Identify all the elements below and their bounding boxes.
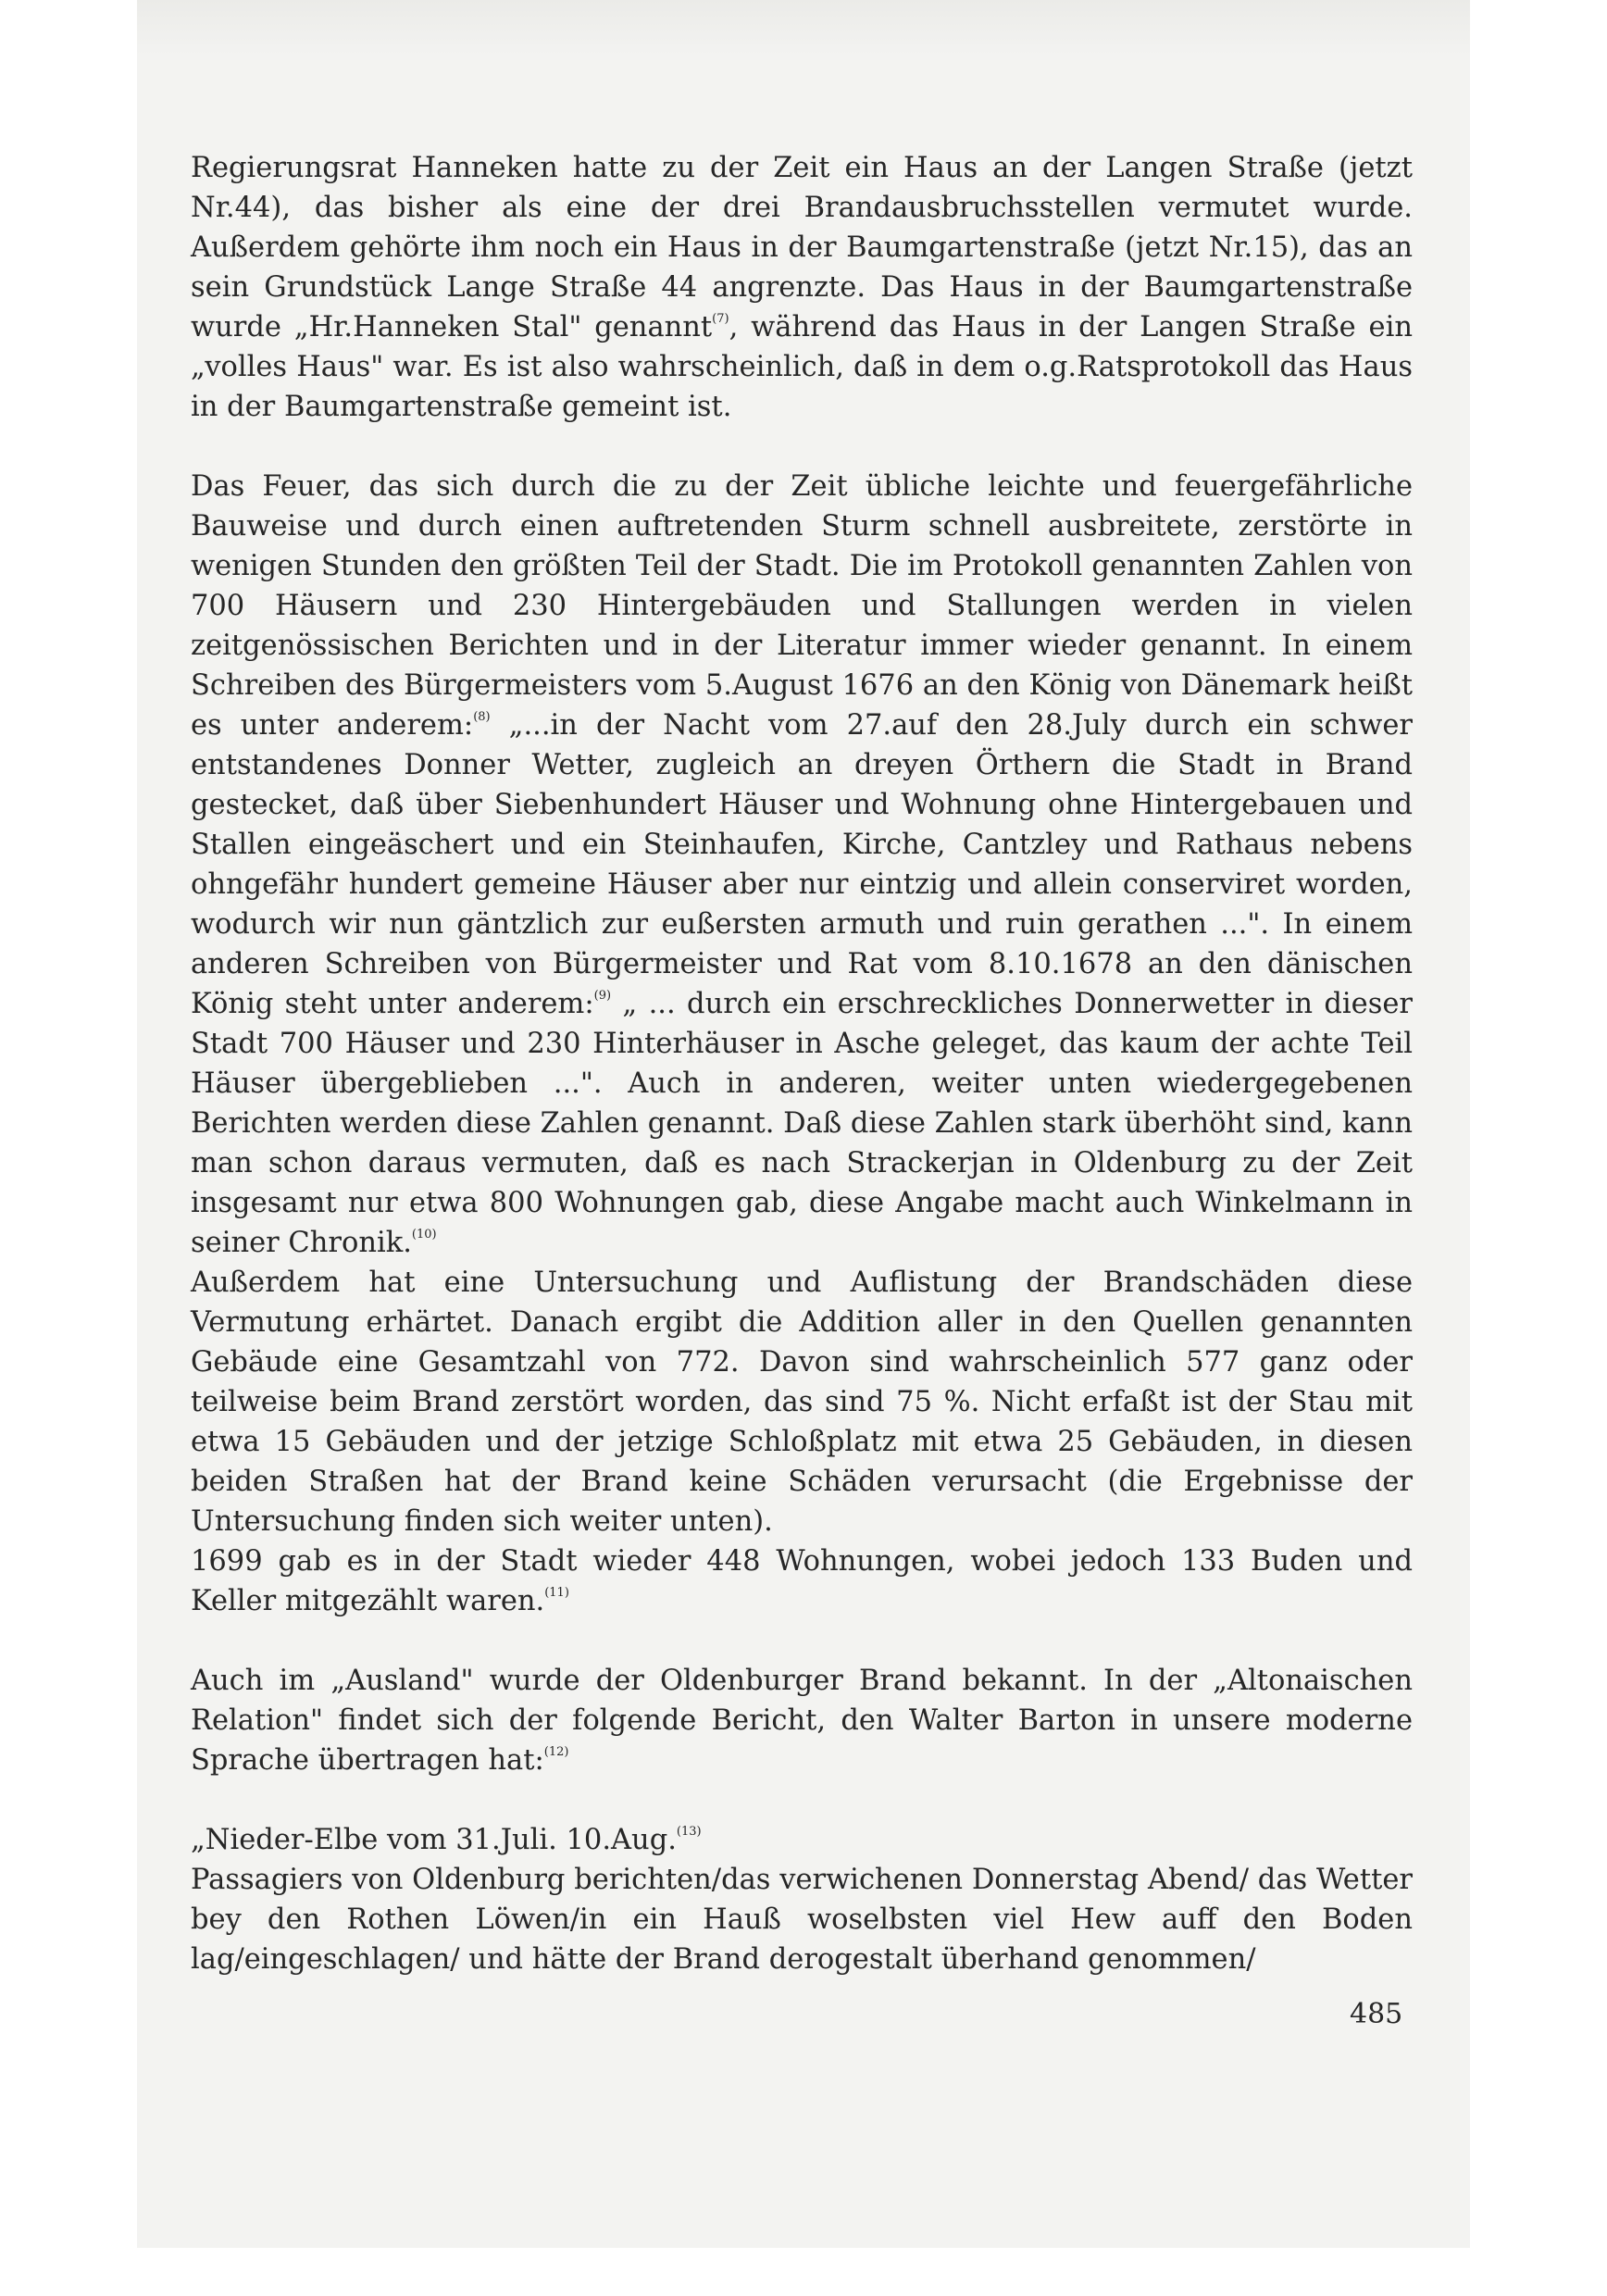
page-number: 485 (1350, 1998, 1403, 2030)
footnote-ref: (13) (676, 1824, 702, 1839)
book-page (137, 0, 1470, 2248)
paragraph-1699: 1699 gab es in der Stadt wieder 448 Wohnungen, wobei jedoch 133 Buden und Keller mitgezählt waren.$^{(11)}$ (191, 1545, 1413, 1617)
body-text (191, 148, 1413, 1979)
footnote-ref: (7) (712, 311, 729, 326)
paragraph-hanneken: Regierungsrat Hanneken hatte zu der Zeit ein Haus an der Langen Straße (jetzt Nr.44), das bisher als eine der drei Brandausbruchsstellen vermutet wurde. Außerdem gehörte ihm noch ein Haus in der Baumgartenstraße (jetzt Nr.15), das an sein Grundstück Lange Straße 44 angrenzte. Das Haus in der Baumgartenstraße wurde „Hr.Hanneken Stal" genannt$^{(7)}$, während das Haus in der Langen Straße ein „volles Haus" war. Es ist also wahrscheinlich, daß in dem o.g.Ratsprotokoll das Haus in der Baumgartenstraße gemeint ist. (191, 152, 1413, 423)
quote-text: Passagiers von Oldenburg berichten/das verwichenen Donnerstag Abend/ das Wetter bey den Rothen Löwen/in ein Hauß woselbsten viel Hew auff den Boden lag/eingeschlagen/ und hätte der Brand derogestalt überhand genommen/ (191, 1864, 1413, 1976)
page-header-shadow (137, 0, 1470, 56)
footnote-ref: (11) (544, 1585, 569, 1600)
paragraph-feuer: Das Feuer, das sich durch die zu der Zeit übliche leichte und feuergefährliche Bauweise und durch einen auftretenden Sturm schnell ausbreitete, zerstörte in wenigen Stunden den größten Teil der Stadt. Die im Protokoll genannten Zahlen von 700 Häusern und 230 Hintergebäuden und Stallungen werden in vielen zeitgenössischen Berichten und in der Literatur immer wieder genannt. In einem Schreiben des Bürgermeisters vom 5.August 1676 an den König von Dänemark heißt es unter anderem:$^{(8)}$ „...in der Nacht vom 27.auf den 28.July durch ein schwer entstandenes Donner Wetter, zugleich an dreyen Örthern die Stadt in Brand gestecket, daß über Siebenhundert Häuser und Wohnung ohne Hintergebauen und Stallen eingeäschert und ein Steinhaufen, Kirche, Cantzley und Rathaus nebens ohngefähr hundert gemeine Häuser aber nur eintzig und allein conserviret worden, wodurch wir nun gäntzlich zur eußersten armuth und ruin gerathen ...". In einem anderen Schreiben von Bürgermeister und Rat vom 8.10.1678 an den dänischen König steht unter anderem:$^{(9)}$ „ ... durch ein erschreckliches Donnerwetter in dieser Stadt 700 Häuser und 230 Hinterhäuser in Asche geleget, das kaum der achte Teil Häuser übergeblieben ...". Auch in anderen, weiter unten wiedergegebenen Berichten werden diese Zahlen genannt. Daß diese Zahlen stark überhöht sind, kann man schon daraus vermuten, daß es nach Strackerjan in Oldenburg zu der Zeit insgesamt nur etwa 800 Wohnungen gab, diese Angabe macht auch Winkelmann in seiner Chronik.$^{(10)}$ (191, 470, 1413, 1259)
paragraph-untersuchung: Außerdem hat eine Untersuchung und Auflistung der Brandschäden diese Vermutung erhärtet. Danach ergibt die Addition aller in den Quellen genannten Gebäude eine Gesamtzahl von 772. Davon sind wahrscheinlich 577 ganz oder teilweise beim Brand zerstört worden, das sind 75 %. Nicht erfaßt ist der Stau mit etwa 15 Gebäuden und der jetzige Schloßplatz mit etwa 25 Gebäuden, in diesen beiden Straßen hat der Brand keine Schäden verursacht (die Ergebnisse der Untersuchung finden sich weiter unten). (191, 1267, 1413, 1538)
footnote-ref: (12) (543, 1744, 569, 1759)
footnote-ref: (9) (593, 988, 612, 1003)
footnote-ref: (8) (473, 709, 491, 724)
quote-heading: „Nieder-Elbe vom 31.Juli. 10.Aug.$^{(13)}$ (191, 1824, 702, 1856)
paragraph-ausland: Auch im „Ausland" wurde der Oldenburger Brand bekannt. In der „Altonaischen Relation" findet sich der folgende Bericht, den Walter Barton in unsere moderne Sprache übertragen hat:$^{(12)}$ (191, 1665, 1413, 1777)
footnote-ref: (10) (411, 1227, 437, 1242)
